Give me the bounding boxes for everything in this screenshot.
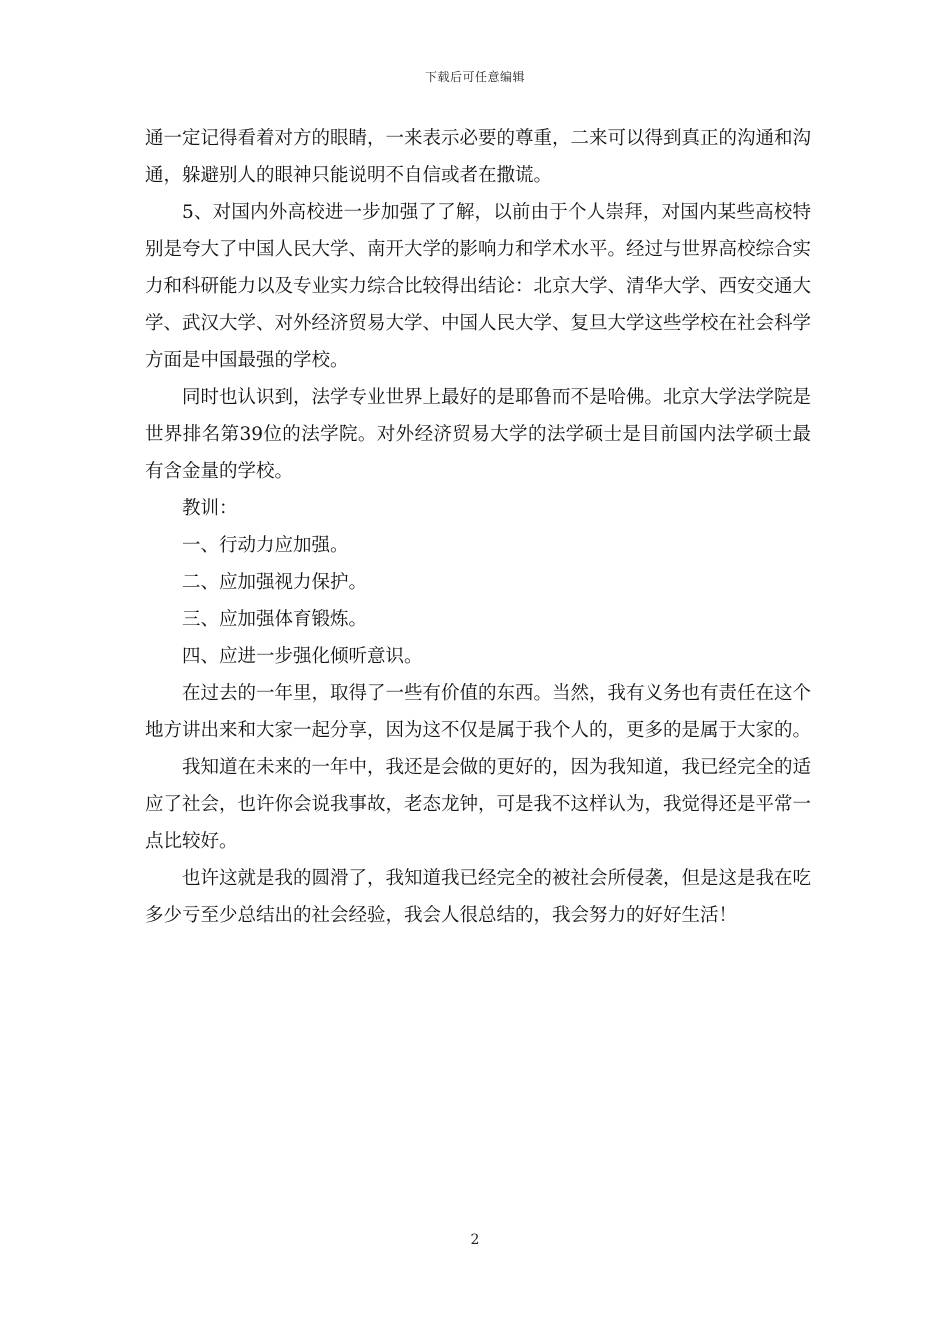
paragraph: 在过去的一年里，取得了一些有价值的东西。当然，我有义务也有责任在这个地方讲出来和大家一起分享，因为这不仅是属于我个人的，更多的是属于大家的。 bbox=[145, 683, 812, 741]
paragraph: 我知道在未来的一年中，我还是会做的更好的，因为我知道，我已经完全的适应了社会，也许你会说我事故，老态龙钟，可是我不这样认为，我觉得还是平常一点比较好。 bbox=[145, 757, 812, 852]
page-header: 下载后可任意编辑 bbox=[424, 70, 525, 84]
page-number: 2 bbox=[470, 1232, 480, 1248]
paragraph: 也许这就是我的圆滑了，我知道我已经完全的被社会所侵袭，但是这是我在吃多少亏至少总结出的社会经验，我会人很总结的，我会努力的好好生活！ bbox=[145, 868, 812, 926]
lesson-item: 三、应加强体育锻炼。 bbox=[182, 609, 368, 630]
lesson-item: 二、应加强视力保护。 bbox=[182, 572, 368, 593]
lesson-item: 一、行动力应加强。 bbox=[182, 535, 349, 556]
document-body bbox=[145, 120, 811, 934]
paragraph: 5、对国内外高校进一步加强了了解，以前由于个人崇拜，对国内某些高校特别是夸大了中国人民大学、南开大学的影响力和学术水平。经过与世界高校综合实力和科研能力以及专业实力综合比较得出结论：北京大学、清华大学、西安交通大学、武汉大学、对外经济贸易大学、中国人民大学、复旦大学这些学校在社会科学方面是中国最强的学校。 bbox=[145, 202, 812, 371]
paragraph: 通一定记得看着对方的眼睛，一来表示必要的尊重，二来可以得到真正的沟通和沟通，躲避别人的眼神只能说明不自信或者在撒谎。 bbox=[145, 128, 812, 186]
lessons-heading: 教训： bbox=[182, 498, 238, 519]
lesson-item: 四、应进一步强化倾听意识。 bbox=[182, 646, 423, 667]
paragraph: 同时也认识到，法学专业世界上最好的是耶鲁而不是哈佛。北京大学法学院是世界排名第39位的法学院。对外经济贸易大学的法学硕士是目前国内法学硕士最有含金量的学校。 bbox=[145, 387, 812, 482]
